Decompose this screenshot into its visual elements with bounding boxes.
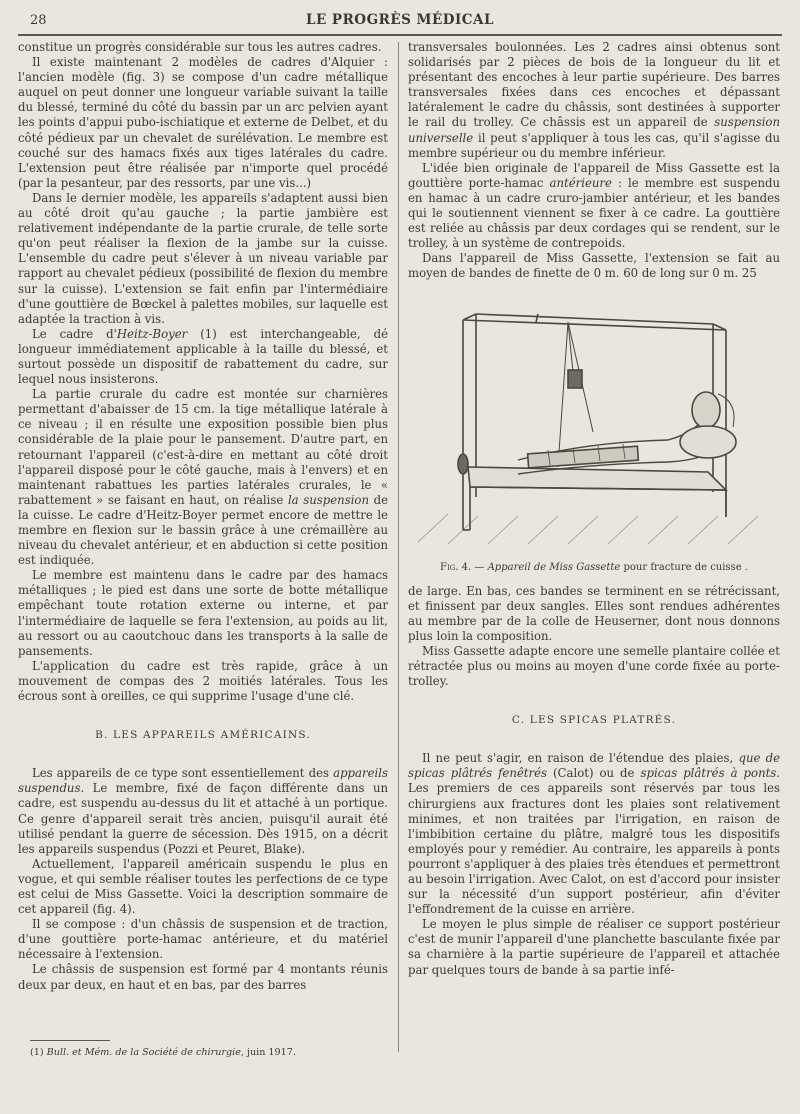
paragraph: Actuellement, l'appareil américain suspendu le plus en vogue, et qui semble réaliser toutes les perfections de ce type est celui de Miss Gassette. Voici la description sommaire de cet appareil (fig. 4).: [18, 856, 388, 917]
italic-term: la suspension: [287, 492, 369, 507]
italic-term: spicas plâtrés à ponts.: [640, 766, 781, 781]
paragraph: Le membre est maintenu dans le cadre par des hamacs métalliques ; le pied est dans une sorte de botte métallique empêchant toute rotation externe ou interne, et par l'intermédiaire de laquelle se fera l'extension, au poids au lit, au ressort ou au caoutchouc dans les transports à la salle de pansements.: [18, 568, 388, 658]
figure-4: [408, 292, 780, 578]
paragraph: Miss Gassette adapte encore une semelle plantaire collée et rétractée plus ou moins au moyen d'une corde fixée au porte-trolley.: [408, 643, 780, 689]
paragraph: Les appareils de ce type sont essentiellement des appareils suspendus. Le membre, fixé de façon différente dans un cadre, est suspendu au-dessus du lit et attaché à un portique. Ce genre d'appareil serait très ancien, puisqu'il aurait été utilisé pendant la guerre de sécession. Dès 1915, on a décrit les appareils suspendus (Pozzi et Peuret, Blake).: [18, 766, 388, 856]
paragraph: Il se compose : d'un châssis de suspension et de traction, d'une gouttière porte-hamac antérieure, et du matériel nécessaire à l'extension.: [18, 917, 388, 962]
figure-label: Fig. 4.: [440, 561, 472, 573]
paragraph: Dans le dernier modèle, les appareils s'adaptent aussi bien au côté droit qu'au gauche ; la partie jambière est relativement indépendante de la partie crurale, de telle sorte qu'on peut réaliser la flexion de la jambe sur la cuisse. L'ensemble du cadre peut s'élever à un niveau variable par rapport au chevalet pédieux (possibilité de flexion du membre sur la cuisse). L'extension se fait enfin par l'intermédiaire d'une gouttière de Bœckel à palettes mobiles, sur laquelle est adaptée la traction à vis.: [18, 190, 388, 326]
column-divider: [398, 42, 399, 1052]
figure-caption: Fig. 4. — Appareil de Miss Gassette pour fracture de cuisse .: [440, 561, 748, 573]
section-heading-b: B. LES APPAREILS AMÉRICAINS.: [95, 729, 311, 742]
italic-term: que de spicas plâtrés fenêtrés: [408, 751, 780, 781]
paragraph: La partie crurale du cadre est montée sur charnières permettant d'abaisser de 15 cm. la tige métallique latérale à ce niveau ; il en résulte une exposition possible bien plus considérable de la plaie pour le pansement. D'autre part, en retournant l'appareil (c'est-à-dire en mettant au côté droit l'appareil disposé pour le côté gauche, mais à l'envers) et en maintenant rabattues les parties latérales crurales, le « rabattement » se faisant en haut, on réalise la suspension de la cuisse. Le cadre d'Heitz-Boyer permet encore de mettre le membre en flexion sur le bassin grâce à une crémaillère au niveau du chevalet antérieur, et en abduction si cette position est indiquée.: [18, 387, 388, 568]
section-heading-c: C. LES SPICAS PLATRÉS.: [511, 714, 677, 727]
italic-term: antérieure: [549, 175, 612, 190]
gassette-apparatus-illustration: [408, 292, 780, 554]
left-column: [18, 40, 388, 993]
footnote: (1) Bull. et Mém. de la Société de chirurgie, juin 1917.: [30, 1047, 296, 1058]
paragraph: Le cadre d'Heitz-Boyer (1) est interchangeable, dé longueur immédiatement applicable à la taille du blessé, et surtout possède un dispositif de rabattement du cadre, sur lequel nous insisterons.: [18, 326, 388, 387]
paragraph: constitue un progrès considérable sur tous les autres cadres.: [18, 40, 382, 54]
right-column: [408, 40, 780, 978]
paragraph: Il existe maintenant 2 modèles de cadres d'Alquier : l'ancien modèle (fig. 3) se compose d'un cadre métallique auquel on peut donner une longueur variable suivant la taille du blessé, terminé du côté du bassin par un arc pelvien ayant les points d'appui pubo-ischiatique et externe de Delbet, et du côté pédieux par un chevalet de surélévation. Le membre est couché sur des hamacs fixés aux tiges latérales du cadre. L'extension peut être réalisée par n'importe quel procédé (par la pesanteur, par des ressorts, par une vis...): [18, 55, 388, 190]
paragraph: L'idée bien originale de l'appareil de Miss Gassette est la gouttière porte-hamac antérieure : le membre est suspendu en hamac à un cadre cruro-jambier antérieur, et les bandes qui le soutiennent viennent se fixer à ce cadre. La gouttière est reliée au châssis par deux cordages qui se rendent, sur le trolley, à un système de contrepoids.: [408, 160, 780, 251]
italic-name: Heitz-Boyer: [116, 326, 188, 341]
paragraph: Le châssis de suspension est formé par 4 montants réunis deux par deux, en haut et en bas, par des barres: [18, 962, 388, 992]
footnote-rule: [30, 1040, 110, 1041]
page-number: 28: [30, 13, 47, 28]
running-head: LE PROGRÈS MÉDICAL: [305, 12, 495, 28]
figure-title: Appareil de Miss Gassette: [487, 561, 621, 573]
paragraph: Le moyen le plus simple de réaliser ce support postérieur c'est de munir l'appareil d'une planchette basculante fixée par sa charnière à la partie supérieure de l'appareil et attachée par quelques tours de bande à sa partie infé-: [408, 917, 780, 977]
paragraph: de large. En bas, ces bandes se terminent en se rétrécissant, et finissent par deux sangles. Elles sont rendues adhérentes au membre par de la colle de Heuserner, dont nous donnons plus loin la composition.: [408, 583, 780, 643]
paragraph: transversales boulonnées. Les 2 cadres ainsi obtenus sont solidarisés par 2 pièces de bois de la longueur du lit et présentant des encoches à leur partie supérieure. Des barres transversales fixées dans ces encoches et dépassant latéralement le cadre du châssis, sont destinées à supporter le rail du trolley. Ce châssis est un appareil de suspension universelle il peut s'appliquer à tous les cas, qu'il s'agisse du membre supérieur ou du membre inférieur.: [408, 40, 780, 160]
paragraph: Il ne peut s'agir, en raison de l'étendue des plaies, que de spicas plâtrés fenêtrés (Calot) ou de spicas plâtrés à ponts. Les premiers de ces appareils sont réservés par tous les chirurgiens aux fractures dont les plaies sont relativement minimes, et non traitées par l'irrigation, en raison de l'imbibition certaine du plâtre, malgré tous les dispositifs employés pour y remédier. Au contraire, les appareils à ponts pourront s'appliquer à des plaies très étendues et permettront au besoin l'irrigation. Avec Calot, on est d'accord pour insister sur la nécessité d'un support postérieur, afin d'éviter l'effondrement de la cuisse en arrière.: [408, 751, 781, 917]
paragraph: Dans l'appareil de Miss Gassette, l'extension se fait au moyen de bandes de finette de 0 m. 60 de long sur 0 m. 25: [408, 251, 780, 281]
italic-term: appareils suspendus.: [18, 766, 388, 796]
header-rule: [18, 34, 782, 36]
paragraph: L'application du cadre est très rapide, grâce à un mouvement de compas des 2 moitiés latérales. Tous les écrous sont à oreilles, ce qui supprime l'usage d'une clé.: [18, 658, 388, 704]
italic-term: suspension universelle: [408, 115, 780, 145]
